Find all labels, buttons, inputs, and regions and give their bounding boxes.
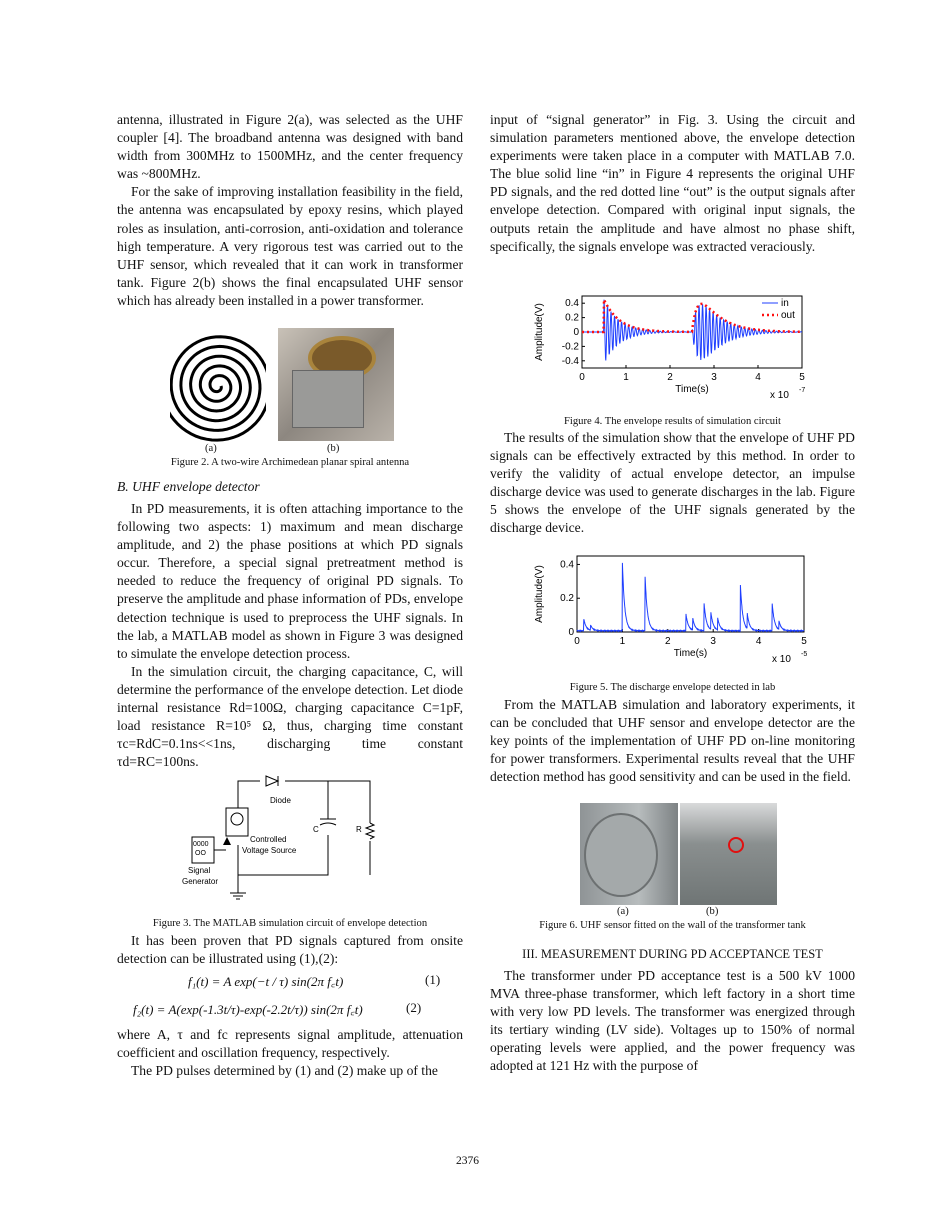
y-tick-label: -0.4 <box>561 355 579 367</box>
generator-label: Generator <box>182 877 219 886</box>
x-tick-label: 0 <box>574 636 580 647</box>
paragraph <box>117 1026 463 1080</box>
x-tick-label: 2 <box>667 372 673 383</box>
x-exponent: -7 <box>799 387 806 394</box>
paragraph <box>117 500 463 771</box>
y-tick-label: 0.4 <box>565 298 579 310</box>
figure-5-chart <box>530 552 820 670</box>
x-multiplier: x 10 <box>772 654 791 665</box>
paragraph-text: The results of the simulation show that the envelope of UHF PD signals can be effectively extracted by this method. In order to verify the validity of actual envelope detector, an impulse discharge device was used to generate discharges in the lab. Figure 5 shows the envelope of the UHF signals generated by the discharge device. <box>490 430 855 536</box>
sensor-on-tank-photo <box>580 803 678 905</box>
y-axis-label: Amplitude(V) <box>534 303 545 361</box>
paragraph-text: where A, τ and fc represents signal amplitude, attenuation coefficient and oscillation frequency, respectively. <box>117 1027 463 1061</box>
fig2a-label: (a) <box>205 443 217 454</box>
x-multiplier: x 10 <box>770 390 789 401</box>
paragraph-text: In the simulation circuit, the charging capacitance, C, will determine the performance of the envelope detection. Let diode internal resistance Rd=100Ω, charging capacitance C=1pF, load resistance R=10⁵ Ω, thus, charging time constant τc=RdC=0.1ns<<1ns, discharging time constant τd=RC=100ns. <box>117 663 463 770</box>
circuit-diagram <box>180 775 380 905</box>
source-label: Voltage Source <box>242 846 297 855</box>
paragraph-text: The transformer under PD acceptance test is a 500 kV 1000 MVA three-phase transformer, which left factory in a short time with very low PD levels. The transformer was energized through its tertiary winding (LV side). Voltages up to 150% of normal operating levels were applied, and the power frequency was adopted at 121 Hz with the purpose of <box>490 968 855 1074</box>
source-label: Controlled <box>250 835 287 844</box>
equation-number: (2) <box>406 1000 422 1015</box>
fig6a-label: (a) <box>617 906 629 917</box>
paragraph <box>490 429 855 538</box>
figure-caption: Figure 4. The envelope results of simulation circuit <box>564 416 781 427</box>
transformer-photo <box>680 803 777 905</box>
capacitor-label: C <box>313 825 319 834</box>
equation-text: f₂(t) = A(exp(-1.3t/τ)-exp(-2.2t/τ)) sin(2π f꜀t) <box>133 1002 363 1017</box>
y-tick-label: 0.2 <box>560 593 574 605</box>
fig2b-label: (b) <box>327 443 340 454</box>
spiral-antenna-image <box>170 330 266 442</box>
section-heading: III. MEASUREMENT DURING PD ACCEPTANCE TEST <box>522 947 823 961</box>
fig6b-label: (b) <box>706 906 719 917</box>
y-tick-label: 0.2 <box>565 312 579 324</box>
paragraph-text: antenna, illustrated in Figure 2(a), was selected as the UHF coupler [4]. The broadband antenna was designed with band width from 300MHz to 1500MHz, and the center frequency was ~800MHz. <box>117 112 463 182</box>
paragraph-text: From the MATLAB simulation and laboratory experiments, it can be concluded that UHF sensor and envelope detector are the key points of the implementation of UHF PD on-line monitoring for power transformers. Experimental results reveal that the UHF detection method has good sensitivity and can be used in the field. <box>490 697 855 785</box>
y-tick-label: 0 <box>573 327 579 338</box>
plot-frame <box>577 556 804 632</box>
paragraph-text: It has been proven that PD signals captured from onsite detection can be illustrated using (1),(2): <box>117 933 463 967</box>
equation-text: f₁(t) = A exp(−t / τ) sin(2π f꜀t) <box>188 974 344 989</box>
x-exponent: -5 <box>801 651 808 658</box>
figure-caption: Figure 3. The MATLAB simulation circuit of envelope detection <box>152 918 428 929</box>
y-tick-label: -0.2 <box>561 341 579 353</box>
generator-display: OO <box>195 850 206 857</box>
figure-caption: Figure 5. The discharge envelope detected in lab <box>569 682 776 693</box>
diode-label: Diode <box>270 796 291 805</box>
x-tick-label: 1 <box>619 636 626 647</box>
x-tick-label: 2 <box>665 636 671 647</box>
envelope-line <box>577 563 804 631</box>
legend-out-label: out <box>781 310 795 321</box>
paragraph <box>117 932 463 968</box>
y-tick-label: 0 <box>568 627 574 638</box>
figure-caption: Figure 6. UHF sensor fitted on the wall of the transformer tank <box>539 920 806 931</box>
x-axis-label: Time(s) <box>675 384 709 395</box>
x-tick-label: 3 <box>711 372 717 383</box>
x-tick-label: 5 <box>801 636 807 647</box>
y-tick-label: 0.4 <box>560 559 574 571</box>
x-tick-label: 5 <box>799 372 805 383</box>
equation-1 <box>188 972 441 990</box>
x-tick-label: 3 <box>710 636 716 647</box>
x-tick-label: 4 <box>755 636 762 647</box>
x-tick-label: 1 <box>623 372 629 383</box>
paragraph-text: input of “signal generator” in Fig. 3. Using the circuit and simulation parameters mentioned above, the envelope detection experiments were taken place in a computer with MATLAB 7.0. The blue solid line “in” in Figure 4 represents the original UHF PD signals, and the red dotted line “out” is the output signals after envelope detection. Compared with original input signals, the outputs retain the amplitude and have almost no phase shift, specifically, the signals envelope was extracted veraciously. <box>490 112 855 254</box>
figure-caption: Figure 2. A two-wire Archimedean planar spiral antenna <box>170 457 410 468</box>
resistor-label: R <box>356 825 362 834</box>
paragraph-text: In PD measurements, it is often attaching importance to the following two aspects: 1) maximum and mean discharge amplitude, and 2) the phase positions at which PD signals occur. Therefore, a special signal pretreatment method is needed to reduce the frequency of original PD signals. To preserve the amplitude and phase information of PDs, envelope detection technique is used to preprocess the UHF signals. In the lab, a MATLAB model as shown in Figure 3 was designed to simulate the envelope detection process. <box>117 501 463 661</box>
x-tick-label: 0 <box>579 372 585 383</box>
paragraph <box>490 696 855 786</box>
legend-in-label: in <box>781 298 789 309</box>
paragraph <box>490 111 855 256</box>
page-number: 2376 <box>456 1155 479 1167</box>
paragraph <box>490 967 855 1076</box>
x-axis-label: Time(s) <box>673 648 708 659</box>
equation-number: (1) <box>425 972 441 987</box>
figure-4-chart <box>530 288 820 403</box>
y-axis-label: Amplitude(V) <box>534 565 545 623</box>
generator-display: 0000 <box>193 841 209 848</box>
generator-label: Signal <box>188 866 211 875</box>
section-heading: B. UHF envelope detector <box>117 479 260 494</box>
paragraph <box>117 111 463 310</box>
paragraph-text: The PD pulses determined by (1) and (2) make up of the <box>131 1063 438 1079</box>
encapsulated-sensor-photo <box>278 328 394 441</box>
paragraph-text: For the sake of improving installation feasibility in the field, the antenna was encapsulated by epoxy resins, which played roles as insulation, anti-corrosion, anti-oxidation and tolerance high temperature. A very rigorous test was carried out to the UHF sensor, which revealed that it can work in transformer tank. Figure 2(b) shows the final encapsulated UHF sensor which has already been installed in a power transformer. <box>117 184 463 308</box>
x-tick-label: 4 <box>755 372 761 383</box>
equation-2 <box>133 1000 443 1018</box>
